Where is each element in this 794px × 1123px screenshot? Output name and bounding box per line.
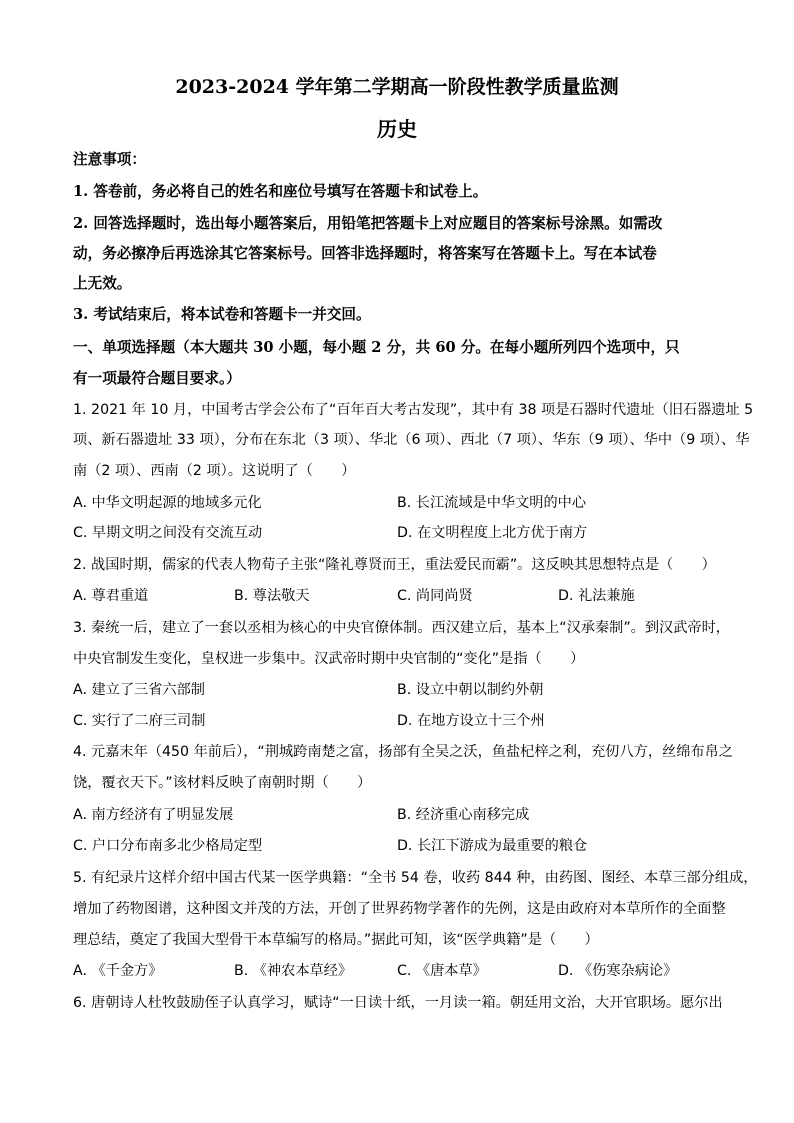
question-2-option-a: A. 尊君重道 xyxy=(73,588,149,604)
question-2-line-1: 2. 战国时期，儒家的代表人物荀子主张“隆礼尊贤而王，重法爱民而霸”。这反映其思想特点是（ ） xyxy=(73,557,716,573)
question-1-line-1: 1. 2021 年 10 月，中国考古学会公布了“百年百大考古发现”，其中有 38 项是石器时代遗址（旧石器遗址 5 xyxy=(73,402,754,418)
question-1-option-d: D. 在文明程度上北方优于南方 xyxy=(397,525,588,541)
notice-item-2-line-1: 2. 回答选择题时，选出每小题答案后，用铅笔把答题卡上对应题目的答案标号涂黑。如需改 xyxy=(73,215,663,232)
question-3-option-d: D. 在地方设立十三个州 xyxy=(397,713,545,729)
question-3-option-b: B. 设立中朝以制约外朝 xyxy=(397,682,544,698)
question-4-line-2: 饶，覆衣天下。”该材料反映了南朝时期（ ） xyxy=(73,775,372,791)
question-4-option-b: B. 经济重心南移完成 xyxy=(397,807,530,823)
notice-item-3: 3. 考试结束后，将本试卷和答题卡一并交回。 xyxy=(73,306,371,323)
exam-title: 2023-2024 学年第二学期高一阶段性教学质量监测 xyxy=(175,76,619,98)
question-1-option-c: C. 早期文明之间没有交流互动 xyxy=(73,525,263,541)
question-4-option-c: C. 户口分布南多北少格局定型 xyxy=(73,838,263,854)
subject-title: 历史 xyxy=(377,117,417,141)
question-5-line-2: 增加了药物图谱，这种图文并茂的方法，开创了世界药物学著作的先例，这是由政府对本草所作的全面整 xyxy=(73,901,726,917)
question-5-option-b: B. 《神农本草经》 xyxy=(234,963,353,979)
question-2-option-d: D. 礼法兼施 xyxy=(558,588,635,604)
question-2-option-c: C. 尚同尚贤 xyxy=(397,588,473,604)
question-3-line-2: 中央官制发生变化，皇权进一步集中。汉武帝时期中央官制的“变化”是指（ ） xyxy=(73,651,585,667)
question-6-line-1: 6. 唐朝诗人杜牧鼓励侄子认真学习，赋诗“一日读十纸，一月读一箱。朝廷用文治，大开官职场。愿尔出 xyxy=(73,995,723,1011)
notice-item-2-line-3: 上无效。 xyxy=(73,275,132,292)
question-1-line-3: 南（2 项）、西南（2 项）。这说明了（ ） xyxy=(73,463,356,479)
question-1-option-a: A. 中华文明起源的地域多元化 xyxy=(73,495,262,511)
section-heading-line-2: 有一项最符合题目要求。） xyxy=(73,370,241,387)
question-1-option-b: B. 长江流域是中华文明的中心 xyxy=(397,495,587,511)
question-1-line-2: 项、新石器遗址 33 项），分布在东北（3 项）、华北（6 项）、西北（7 项）、华东（9 项）、华中（9 项）、华 xyxy=(73,432,750,448)
question-3-line-1: 3. 秦统一后，建立了一套以丞相为核心的中央官僚体制。西汉建立后，基本上“汉承秦制”。到汉武帝时， xyxy=(73,620,730,636)
question-3-option-c: C. 实行了二府三司制 xyxy=(73,713,206,729)
question-5-option-d: D. 《伤寒杂病论》 xyxy=(558,963,678,979)
question-2-option-b: B. 尊法敬天 xyxy=(234,588,310,604)
notice-heading: 注意事项： xyxy=(73,151,146,168)
question-3-option-a: A. 建立了三省六部制 xyxy=(73,682,205,698)
question-4-option-a: A. 南方经济有了明显发展 xyxy=(73,807,234,823)
question-5-option-c: C. 《唐本草》 xyxy=(397,963,487,979)
question-4-line-1: 4. 元嘉末年（450 年前后），“荆城跨南楚之富，扬部有全吴之沃，鱼盐杞梓之利，充仞八方，丝绵布帛之 xyxy=(73,744,733,760)
question-5-line-1: 5. 有纪录片这样介绍中国古代某一医学典籍：“全书 54 卷，收药 844 种，由药图、图经、本草三部分组成， xyxy=(73,870,758,886)
notice-item-2-line-2: 动，务必擦净后再选涂其它答案标号。回答非选择题时，将答案写在答题卡上。写在本试卷 xyxy=(73,245,657,262)
question-4-option-d: D. 长江下游成为最重要的粮仓 xyxy=(397,838,588,854)
notice-item-1: 1. 答卷前，务必将自己的姓名和座位号填写在答题卡和试卷上。 xyxy=(73,183,488,200)
question-5-option-a: A. 《千金方》 xyxy=(73,963,163,979)
section-heading-line-1: 一、单项选择题（本大题共 30 小题，每小题 2 分，共 60 分。在每小题所列四个选项中，只 xyxy=(73,339,680,356)
question-5-line-3: 理总结，奠定了我国大型骨干本草编写的格局。”据此可知，该“医学典籍”是（ ） xyxy=(73,932,599,948)
